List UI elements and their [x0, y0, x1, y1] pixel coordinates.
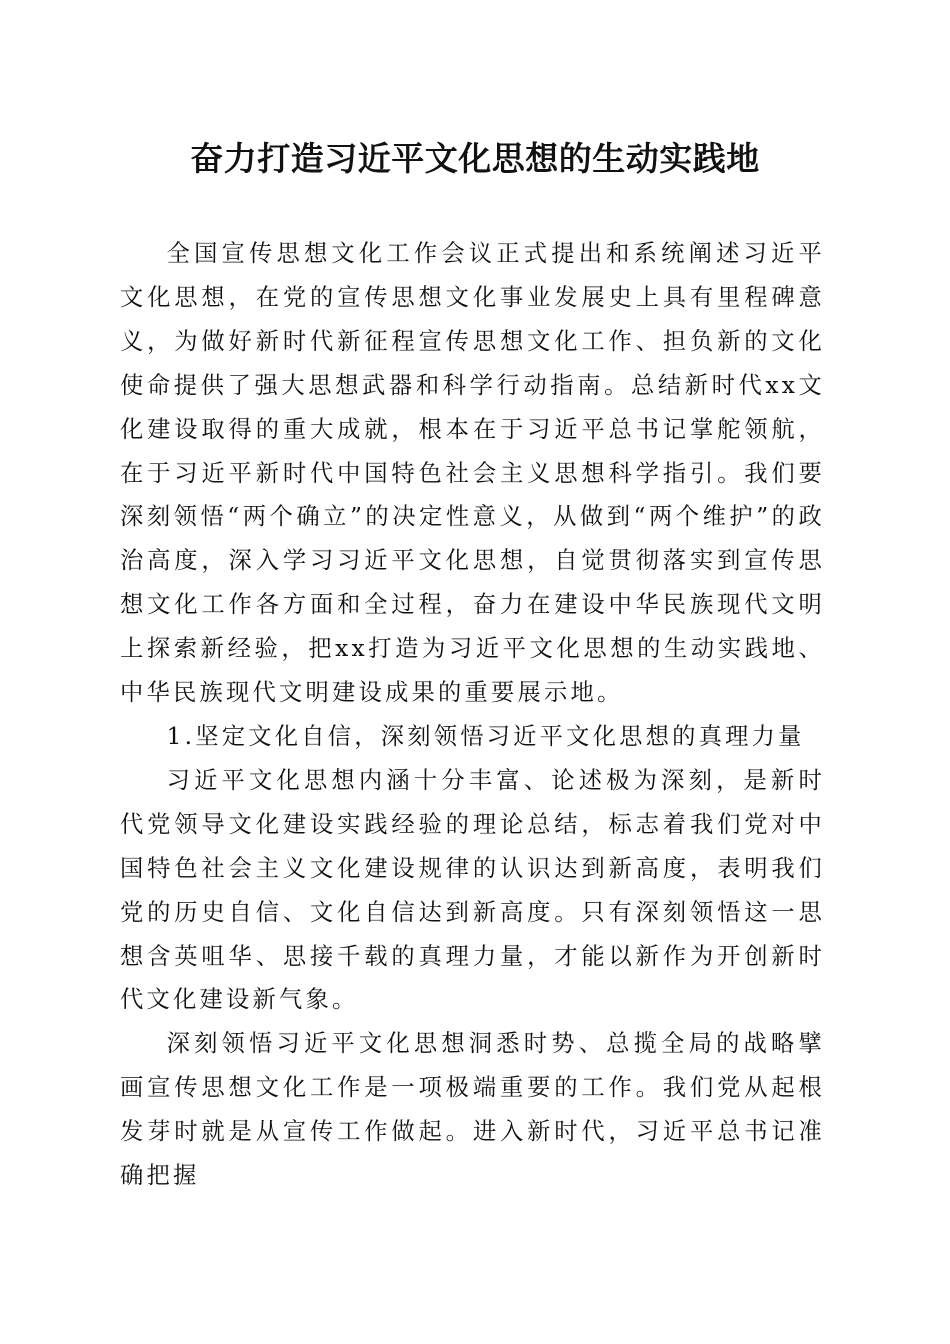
section-heading-1: 1.坚定文化自信，深刻领悟习近平文化思想的真理力量 — [166, 722, 805, 750]
document-title: 奋力打造习近平文化思想的生动实践地 — [190, 139, 760, 178]
body-paragraph: 习近平文化思想内涵十分丰富、论述极为深刻，是新时代党领导文化建设实践经验的理论总结，标志着我们党对中国特色社会主义文化建设规律的认识达到新高度，表明我们党的历史自信、文化自信达到新高度。只有深刻领悟这一思想含英咀华、思接千载的真理力量，才能以新作为开创新时代文化建设新气象。 — [120, 766, 825, 1014]
intro-paragraph: 全国宣传思想文化工作会议正式提出和系统阐述习近平文化思想，在党的宣传思想文化事业发展史上具有里程碑意义，为做好新时代新征程宣传思想文化工作、担负新的文化使命提供了强大思想武器和科学行动指南。总结新时代xx文化建设取得的重大成就，根本在于习近平总书记掌舵领航，在于习近平新时代中国特色社会主义思想科学指引。我们要深刻领悟“两个确立”的决定性意义，从做到“两个维护”的政治高度，深入学习习近平文化思想，自觉贯彻落实到宣传思想文化工作各方面和全过程，奋力在建设中华民族现代文明上探索新经验，把xx打造为习近平文化思想的生动实践地、中华民族现代文明建设成果的重要展示地。 — [120, 240, 825, 707]
document-body — [120, 232, 825, 1198]
body-paragraph: 深刻领悟习近平文化思想洞悉时势、总揽全局的战略擘画宣传思想文化工作是一项极端重要的工作。我们党从起根发芽时就是从宣传工作做起。进入新时代，习近平总书记准确把握 — [120, 1030, 825, 1190]
